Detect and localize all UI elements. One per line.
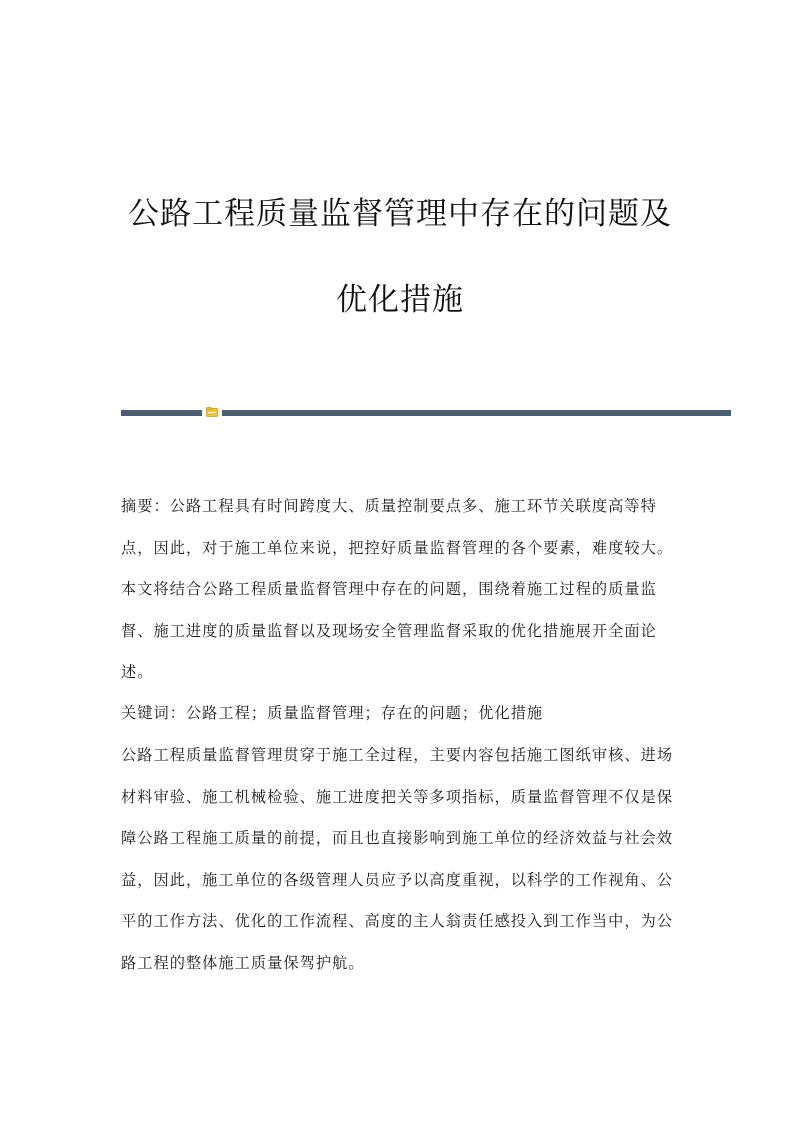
divider-bar-right — [222, 410, 731, 416]
abstract-line: 述。 — [121, 663, 154, 681]
body-line: 路工程的整体施工质量保驾护航。 — [121, 953, 365, 972]
divider-bar-left — [121, 410, 202, 416]
body-line: 公路工程质量监督管理贯穿于施工全过程，主要内容包括施工图纸审核、进场 — [121, 746, 674, 764]
document-title-line-2: 优化措施 — [336, 282, 464, 318]
body-line: 益，因此，施工单位的各级管理人员应予以高度重视，以科学的工作视角、公 — [121, 870, 674, 889]
title-divider — [121, 407, 731, 419]
keywords-paragraph — [121, 693, 681, 735]
body-line: 材料审验、施工机械检验、施工进度把关等多项指标，质量监督管理不仅是保 — [121, 787, 674, 806]
body-line: 障公路工程施工质量的前提，而且也直接影响到施工单位的经济效益与社会效 — [121, 829, 674, 847]
abstract-line: 督、施工进度的质量监督以及现场安全管理监督采取的优化措施展开全面论 — [121, 621, 657, 640]
body-line: 平的工作方法、优化的工作流程、高度的主人翁责任感投入到工作当中，为公 — [121, 912, 674, 930]
abstract-line: 本文将结合公路工程质量监督管理中存在的问题，围绕着施工过程的质量监 — [121, 580, 657, 598]
abstract-paragraph — [121, 486, 681, 694]
document-title-line-1: 公路工程质量监督管理中存在的问题及 — [128, 196, 672, 232]
abstract-line: 点，因此，对于施工单位来说，把控好质量监督管理的各个要素，难度较大。 — [121, 538, 674, 557]
body-paragraph — [121, 735, 681, 984]
keywords-line: 关键词：公路工程；质量监督管理；存在的问题；优化措施 — [121, 704, 544, 722]
abstract-line: 摘要：公路工程具有时间跨度大、质量控制要点多、施工环节关联度高等特 — [121, 497, 657, 515]
folder-icon — [206, 407, 218, 417]
